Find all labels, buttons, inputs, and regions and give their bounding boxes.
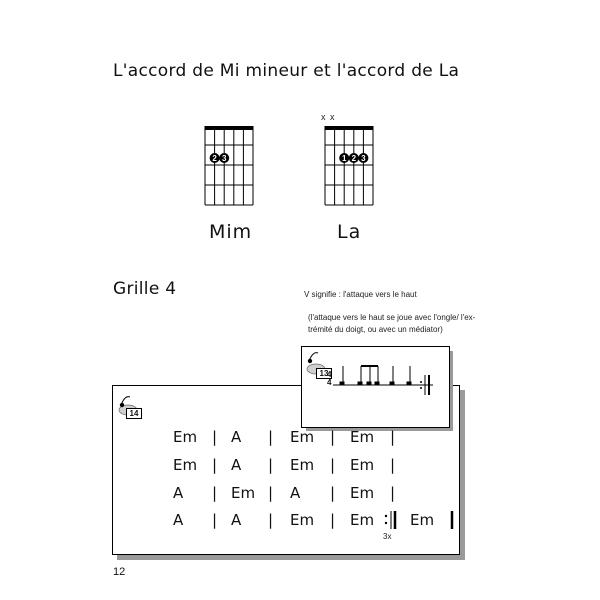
grid-chord: Em: [350, 456, 375, 474]
barline: |: [212, 456, 218, 474]
repeat-count: 3x: [383, 532, 392, 541]
track-number: 13: [316, 368, 332, 379]
grid-chord: A: [231, 428, 242, 446]
grid-chord: Em: [350, 484, 375, 502]
barline: |: [330, 511, 336, 529]
track-number: 14: [126, 408, 142, 419]
barline: |: [212, 428, 218, 446]
barline: |: [268, 456, 274, 474]
page-number: 12: [113, 566, 126, 578]
fretboard-la: [320, 118, 380, 208]
barline: |: [330, 456, 336, 474]
grid-chord: A: [231, 511, 242, 529]
time-signature: 4 4: [327, 370, 332, 387]
note-line: (l'attaque vers le haut se joue avec l'ongle/ l'ex-: [308, 313, 476, 322]
barline: |: [330, 484, 336, 502]
grid-chord: A: [173, 511, 184, 529]
finger-label: 2: [212, 154, 217, 163]
ending-chord: Em: [410, 511, 435, 529]
barline: |: [268, 511, 274, 529]
chord-name: La: [337, 221, 362, 243]
note-line: V signifie : l'attaque vers le haut: [304, 290, 417, 299]
grid-chord: Em: [290, 511, 315, 529]
barline: |: [268, 428, 274, 446]
grid-chord: A: [231, 456, 242, 474]
note-line: trémité du doigt, ou avec un médiator): [308, 325, 443, 334]
chord-diagram-mim: [200, 118, 260, 208]
finger-label: 3: [221, 154, 227, 163]
fretboard-mim: [200, 118, 260, 208]
finger-label: 2: [351, 154, 357, 163]
barline: |: [212, 484, 218, 502]
barline: |: [330, 428, 336, 446]
grid-chord: Em: [350, 511, 375, 529]
grid-chord: Em: [231, 484, 256, 502]
barline: |: [390, 428, 396, 446]
section-title: L'accord de Mi mineur et l'accord de La: [113, 61, 460, 81]
grid-chord: A: [290, 484, 301, 502]
finger-label: 1: [341, 154, 347, 163]
barline: |: [268, 484, 274, 502]
repeat-barline: [383, 509, 399, 531]
grid-chord: Em: [290, 428, 315, 446]
barline: |: [390, 456, 396, 474]
muted-strings: x x: [321, 112, 336, 122]
final-barline: [449, 509, 455, 531]
grid-chord: Em: [350, 428, 375, 446]
grid-chord: Em: [173, 456, 198, 474]
rhythm-notation: [325, 360, 440, 400]
chord-name: Mim: [209, 221, 253, 243]
grid-chord: Em: [290, 456, 315, 474]
chord-diagram-la: [320, 118, 380, 208]
grid-chord: Em: [173, 428, 198, 446]
barline: |: [212, 511, 218, 529]
section-title: Grille 4: [113, 279, 177, 299]
finger-label: 3: [361, 154, 366, 163]
barline: |: [390, 484, 396, 502]
grid-chord: A: [173, 484, 184, 502]
